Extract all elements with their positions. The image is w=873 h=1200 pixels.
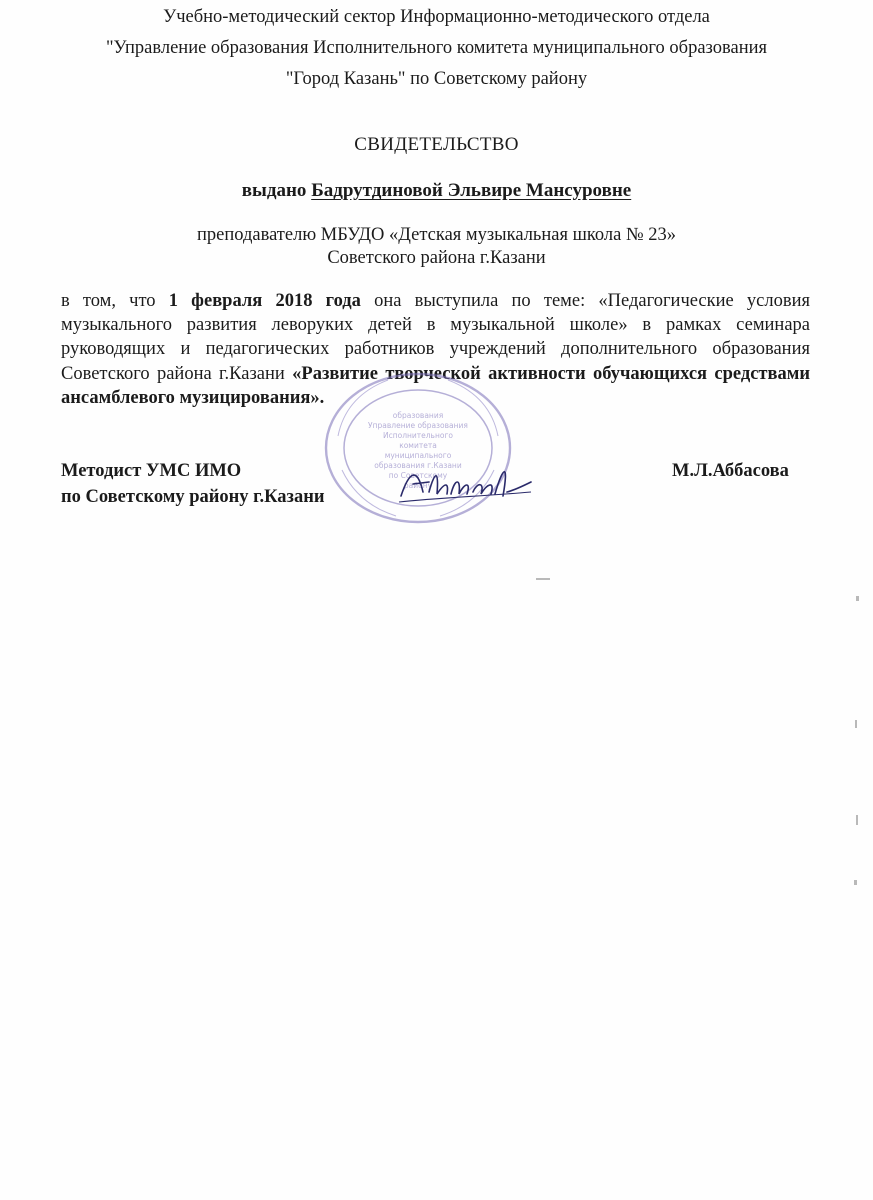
svg-text:комитета: комитета: [399, 441, 437, 450]
statement-date: 1 февраля 2018 года: [168, 291, 361, 311]
svg-text:образования: образования: [392, 411, 444, 420]
issued-prefix: выдано: [241, 180, 307, 201]
recipient-position: [0, 224, 873, 270]
document-title: СВИДЕТЕЛЬСТВО: [354, 134, 519, 155]
svg-text:образования г.Казани: образования г.Казани: [374, 461, 462, 470]
statement-intro: в том, что: [61, 291, 156, 311]
signer-role: [61, 458, 325, 510]
issuer-header: [40, 2, 833, 95]
signer-role-line-1: Методист УМС ИМО: [61, 461, 242, 481]
seminar-title: «Развитие творческой активности обучающихся средствами ансамблевого музицирования».: [61, 363, 811, 408]
svg-text:Управление образования: Управление образования: [368, 421, 468, 430]
scan-speck: [856, 815, 858, 825]
scan-speck: [856, 596, 859, 601]
header-line-3: "Город Казань" по Советскому району: [285, 69, 588, 89]
scan-speck: [536, 578, 550, 580]
issued-to: [0, 180, 873, 202]
recipient-name: Бадрутдиновой Эльвире Мансуровне: [311, 180, 632, 201]
position-line-2: Советского района г.Казани: [327, 248, 546, 268]
svg-text:по Советскому: по Советскому: [388, 471, 448, 480]
svg-text:району: району: [403, 481, 433, 490]
scan-speck: [854, 880, 857, 885]
svg-text:Исполнительного: Исполнительного: [382, 431, 454, 440]
position-line-1: преподавателю МБУДО «Детская музыкальная школа № 23»: [196, 225, 677, 245]
svg-text:муниципального: муниципального: [384, 451, 452, 460]
header-line-1: Учебно-методический сектор Информационно-методического отдела: [163, 7, 710, 27]
header-line-2: "Управление образования Исполнительного комитета муниципального образования: [105, 38, 768, 58]
signer-name: М.Л.Аббасова: [672, 461, 789, 481]
signer-role-line-2: по Советскому району г.Казани: [61, 487, 325, 507]
statement-middle: она выступила по теме: «Педагогические условия музыкального развития леворуких детей в музыкальной школе» в рамках семинара руководящих и педагогических работников учреждений дополнительного образования Советского района г.Казани: [61, 291, 811, 384]
scan-speck: [855, 720, 857, 728]
handwritten-signature-icon: [395, 452, 535, 512]
